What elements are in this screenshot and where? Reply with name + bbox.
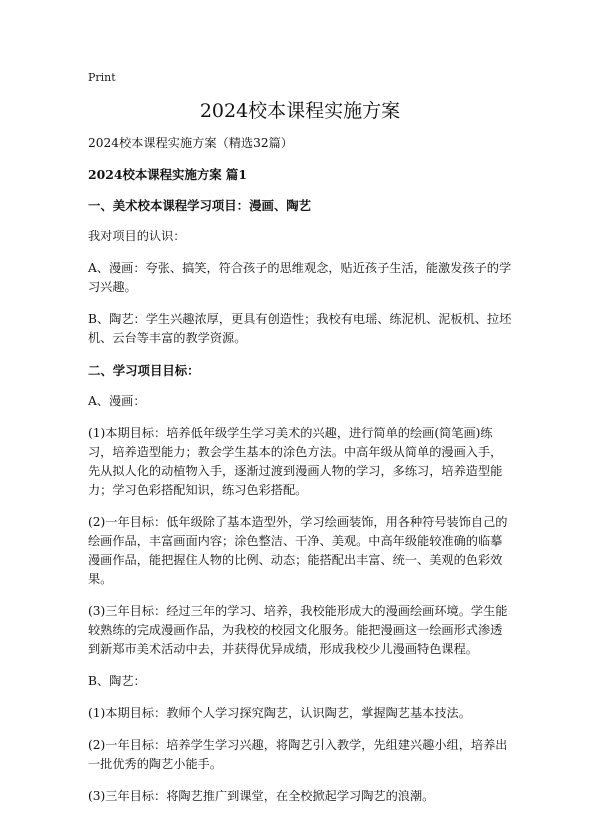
- section2-b-label: B、陶艺：: [88, 674, 146, 688]
- section1-item-a: A、漫画：夸张、搞笑，符合孩子的思维观念，贴近孩子生活，能激发孩子的学习兴趣。: [88, 261, 512, 294]
- section2-b-goal-1: (1)本期目标：教师个人学习探究陶艺，认识陶艺，掌握陶艺基本技法。: [88, 706, 471, 720]
- section1-intro: 我对项目的认识：: [88, 229, 186, 243]
- section2-a-goal-2: (2)一年目标：低年级除了基本造型外，学习绘画装饰，用各种符号装饰自己的绘画作品，丰富画面内容；涂色整洁、干净、美观。中高年级能较准确的临摹漫画作品，能把握住人物的比例、动态；能搭配出丰富、统一、美观的色彩效果。: [88, 515, 508, 586]
- document-body: [88, 134, 512, 819]
- section1-item-b: B、陶艺：学生兴趣浓厚，更具有创造性；我校有电瑶、练泥机、泥板机、拉坯机、云台等丰富的教学资源。: [88, 312, 512, 345]
- section2-a-goal-1: (1)本期目标：培养低年级学生学习美术的兴趣，进行简单的绘画(简笔画)练习，培养造型能力；教会学生基本的涂色方法。中高年级从简单的漫画入手，先从拟人化的动植物入手，逐渐过渡到漫画人物的学习，多练习，培养造型能力；学习色彩搭配知识，练习色彩搭配。: [88, 426, 503, 497]
- section2-b-goal-2: (2)一年目标：培养学生学习兴趣，将陶艺引入教学，先组建兴趣小组，培养出一批优秀的陶艺小能手。: [88, 738, 508, 771]
- section1-heading: 一、美术校本课程学习项目：漫画、陶艺: [88, 198, 312, 213]
- section2-b-goal-3: (3)三年目标：将陶艺推广到课堂，在全校掀起学习陶艺的浪潮。: [88, 789, 435, 803]
- page-title: 2024校本课程实施方案: [199, 100, 401, 122]
- section2-heading: 二、学习项目目标：: [88, 363, 200, 378]
- document-subtitle: 2024校本课程实施方案（精选32篇）: [88, 136, 293, 150]
- section2-a-label: A、漫画：: [88, 394, 146, 408]
- print-label: Print: [88, 71, 116, 84]
- section2-a-goal-3: (3)三年目标：经过三年的学习、培养，我校能形成大的漫画绘画环境。学生能较熟练的完成漫画作品，为我校的校园文化服务。能把漫画这一绘画形式渗透到新郑市美术活动中去，并获得优异成绩，形成我校少儿漫画特色课程。: [88, 604, 508, 656]
- part-heading: 2024校本课程实施方案 篇1: [88, 167, 247, 182]
